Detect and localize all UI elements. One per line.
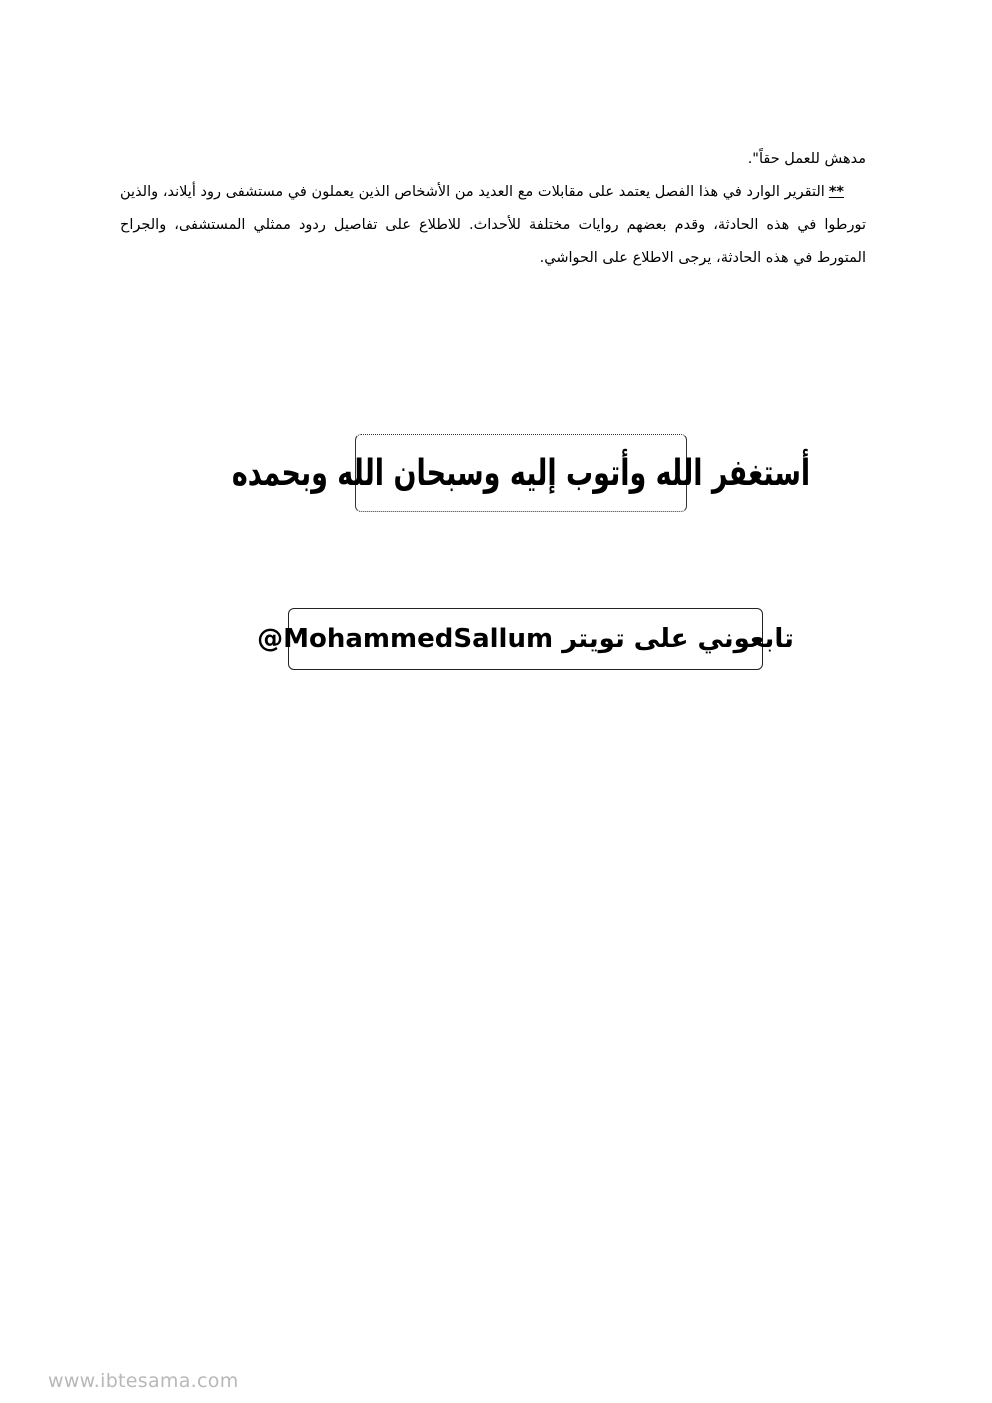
twitter-text: تابعوني على تويتر MohammedSallum@: [257, 624, 794, 654]
main-text-block: [120, 143, 866, 275]
dhikr-banner: [231, 434, 811, 512]
paragraph-2: [120, 176, 866, 275]
dhikr-text: أستغفر الله وأتوب إليه وسبحان الله وبحمده: [231, 452, 811, 494]
watermark-url: www.ibtesama.com: [48, 1370, 239, 1392]
footnote-marker: **: [828, 184, 844, 200]
paragraph-1: مدهش للعمل حقاً".: [747, 151, 866, 167]
twitter-banner: [257, 608, 794, 670]
paragraph-2-text: التقرير الوارد في هذا الفصل يعتمد على مقابلات مع العديد من الأشخاص الذين يعملون في مستشفى رود أيلاند، والذين تورطوا في هذه الحادثة، وقدم بعضهم روايات مختلفة للأحداث. للاطلاع على تفاصيل ردود ممثلي المستشفى، والجراح المتورط في هذه الحادثة، يرجى الاطلاع على الحواشي.: [120, 184, 866, 266]
